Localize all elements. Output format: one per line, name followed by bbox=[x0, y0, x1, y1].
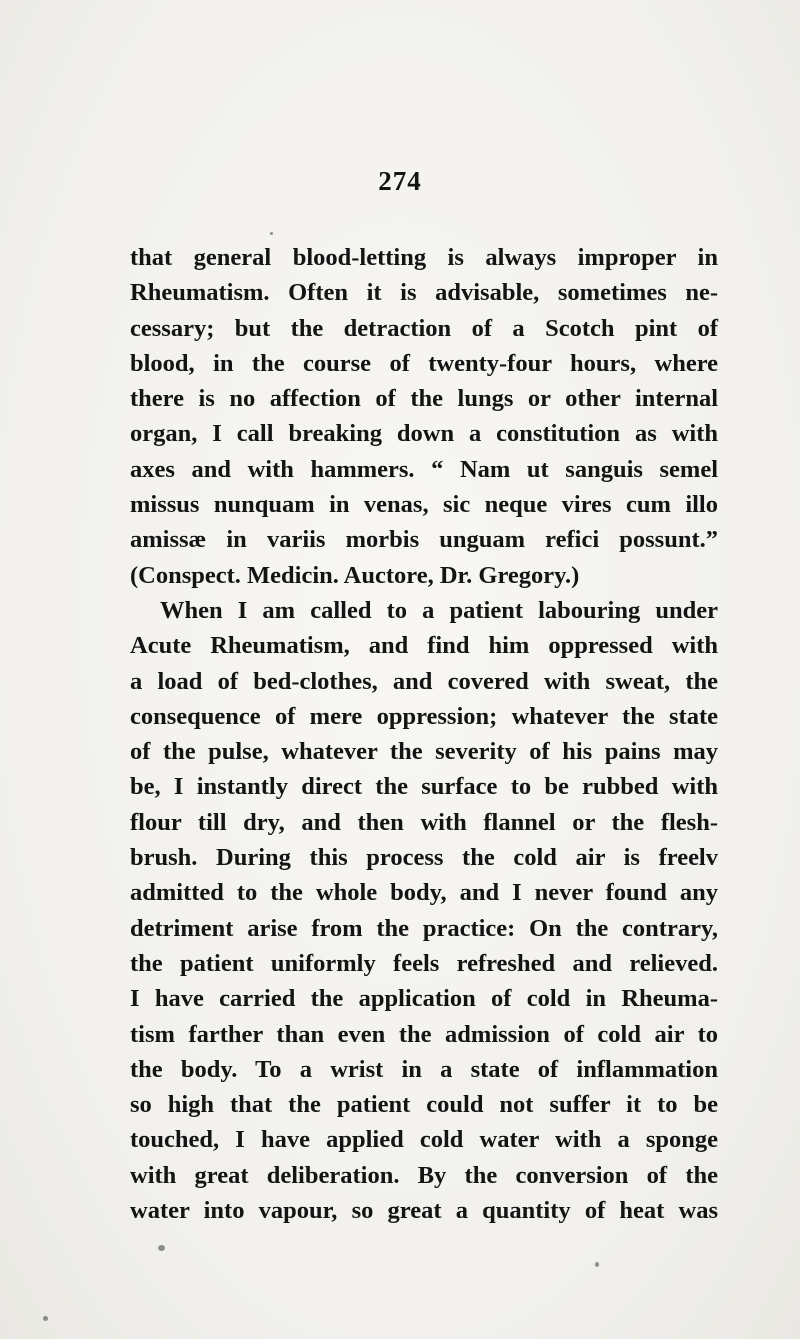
text-line: be, I instantly direct the surface to be rubbed with bbox=[130, 773, 718, 801]
paper-speck bbox=[270, 232, 273, 235]
text-line: amissæ in variis morbis unguam refici possunt.” bbox=[130, 526, 718, 554]
text-line: there is no affection of the lungs or other internal bbox=[130, 385, 718, 413]
page-number: 274 bbox=[378, 166, 422, 196]
paper-speck bbox=[43, 1316, 48, 1321]
text-line: a load of bed-clothes, and covered with sweat, the bbox=[130, 667, 718, 695]
text-line: Acute Rheumatism, and find him oppressed with bbox=[130, 632, 718, 660]
text-line: with great deliberation. By the conversion of the bbox=[130, 1161, 718, 1189]
text-line: the body. To a wrist in a state of inflammation bbox=[130, 1055, 718, 1083]
text-line: organ, I call breaking down a constitution as with bbox=[130, 420, 718, 448]
paper-speck bbox=[595, 1262, 599, 1267]
text-line: admitted to the whole body, and I never found any bbox=[130, 879, 718, 907]
paper-speck bbox=[158, 1245, 165, 1251]
text-line: tism farther than even the admission of cold air to bbox=[130, 1020, 718, 1048]
text-line: touched, I have applied cold water with a sponge bbox=[130, 1126, 718, 1154]
text-line: that general blood-letting is always improper in bbox=[130, 244, 718, 271]
text-line: brush. During this process the cold air is freelv bbox=[130, 844, 718, 872]
text-line: of the pulse, whatever the severity of his pains may bbox=[130, 738, 718, 766]
text-line: When I am called to a patient labouring under bbox=[160, 596, 718, 624]
text-line: the patient uniformly feels refreshed and relieved. bbox=[130, 949, 718, 977]
text-line: flour till dry, and then with flannel or the flesh- bbox=[130, 808, 718, 836]
text-line: blood, in the course of twenty-four hours, where bbox=[130, 349, 718, 377]
text-line: Rheumatism. Often it is advisable, sometimes ne- bbox=[130, 279, 718, 307]
text-line: detriment arise from the practice: On the contrary, bbox=[130, 914, 718, 942]
text-line: missus nunquam in venas, sic neque vires cum illo bbox=[130, 491, 718, 519]
text-line: axes and with hammers. “ Nam ut sanguis semel bbox=[130, 455, 718, 483]
text-line: cessary; but the detraction of a Scotch pint of bbox=[130, 314, 718, 342]
text-line: (Conspect. Medicin. Auctore, Dr. Gregory.) bbox=[130, 561, 580, 589]
body-text bbox=[130, 240, 718, 1228]
text-line: consequence of mere oppression; whatever the state bbox=[130, 702, 718, 730]
text-line: so high that the patient could not suffer it to be bbox=[130, 1091, 718, 1119]
text-line: I have carried the application of cold in Rheuma- bbox=[130, 985, 718, 1013]
text-line: water into vapour, so great a quantity of heat was bbox=[130, 1197, 718, 1225]
